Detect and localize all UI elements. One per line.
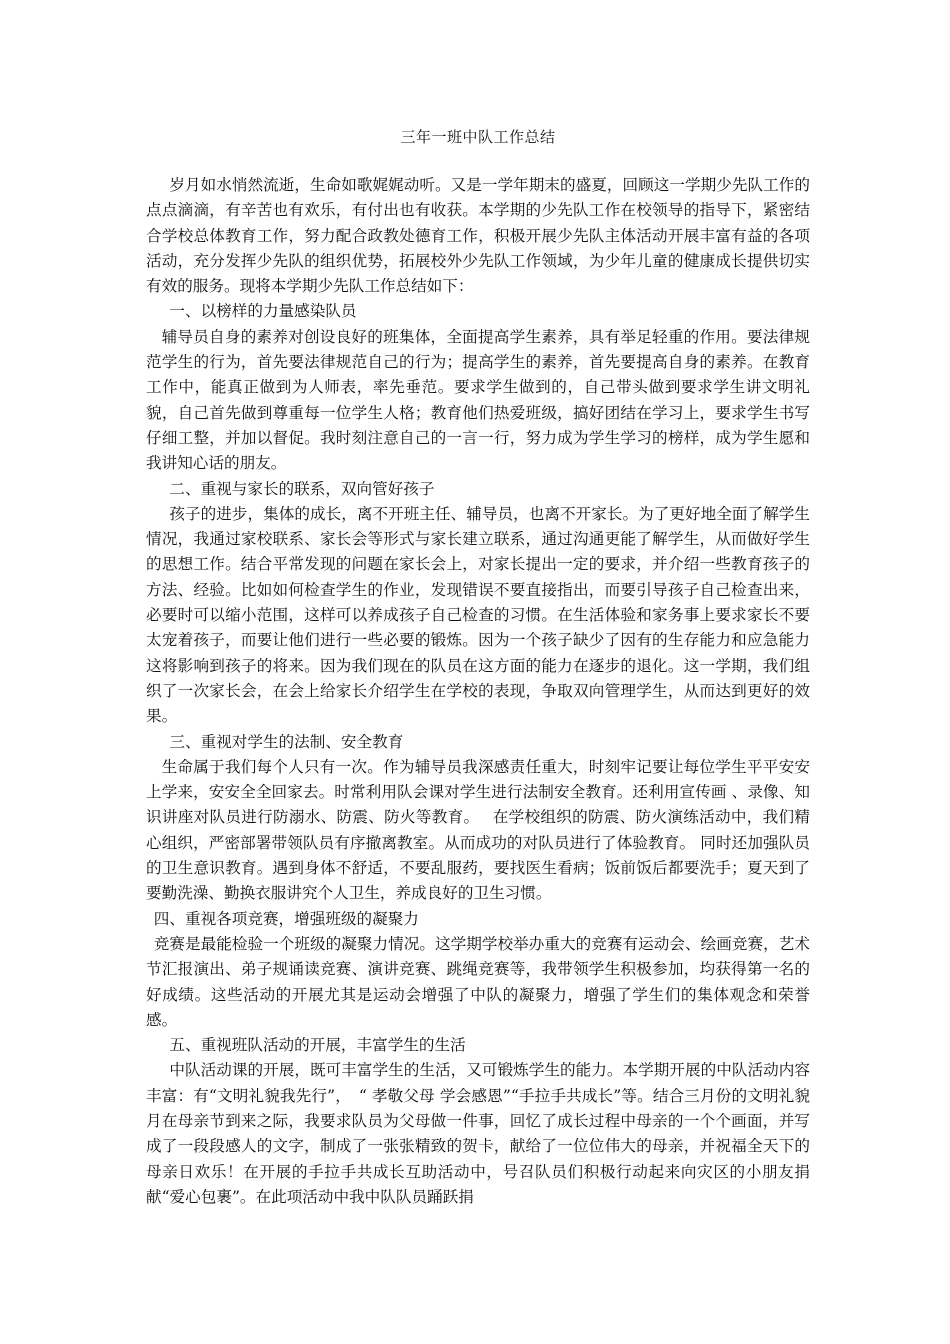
paragraph: 孩子的进步，集体的成长，离不开班主任、辅导员，也离不开家长。为了更好地全面了解学生情况，我通过家校联系、家长会等形式与家长建立联系，通过沟通更能了解学生，从而做好学生的思想工作。结合平常发现的问题在家长会上，对家长提出一定的要求，并介绍一些教育孩子的方法、经验。比如如何检查学生的作业，发现错误不要直接指出，而要引导孩子自己检查出来，必要时可以缩小范围，这样可以养成孩子自己检查的习惯。在生活体验和家务事上要求家长不要太宠着孩子，而要让他们进行一些必要的锻炼。因为一个孩子缺少了因有的生存能力和应急能力这将影响到孩子的将来。因为我们现在的队员在这方面的能力在逐步的退化。这一学期，我们组织了一次家长会，在会上给家长介绍学生在学校的表现，争取双向管理学生，从而达到更好的效果。 xyxy=(146,504,810,726)
paragraph: 岁月如水悄然流逝，生命如歌娓娓动听。又是一学年期末的盛夏，回顾这一学期少先队工作的点点滴滴，有辛苦也有欢乐，有付出也有收获。本学期的少先队工作在校领导的指导下，紧密结合学校总体教育工作，努力配合政教处德育工作，积极开展少先队主体活动开展丰富有益的各项活动，充分发挥少先队的组织优势，拓展校外少先队工作领域，为少年儿童的健康成长提供切实有效的服务。现将本学期少先队工作总结如下： xyxy=(146,176,810,296)
section-heading: 四、重视各项竞赛，增强班级的凝聚力 xyxy=(153,909,419,928)
paragraph: 生命属于我们每个人只有一次。作为辅导员我深感责任重大，时刻牢记要让每位学生平平安安上学来，安安全全回家去。时常利用队会课对学生进行法制安全教育。还利用宣传画 、录像、知识讲座对队员进行防溺水、防震、防火等教育。 在学校组织的防震、防火演练活动中，我们精心组织，严密部署带领队员有序撤离教室。从而成功的对队员进行了体验教育。 同时还加强队员的卫生意识教育。遇到身体不舒适，不要乱服药，要找医生看病；饭前饭后都要洗手；夏天到了要勤洗澡、勤换衣服讲究个人卫生，养成良好的卫生习惯。 xyxy=(146,757,810,903)
document-title: 三年一班中队工作总结 xyxy=(400,128,556,146)
section-heading: 三、重视对学生的法制、安全教育 xyxy=(169,732,404,751)
paragraph: 竞赛是最能检验一个班级的凝聚力情况。这学期学校举办重大的竞赛有运动会、绘画竞赛，艺术节汇报演出、弟子规诵读竞赛、演讲竞赛、跳绳竞赛等，我带领学生积极参加，均获得第一名的好成绩。这些活动的开展尤其是运动会增强了中队的凝聚力，增强了学生们的集体观念和荣誉感。 xyxy=(146,934,810,1029)
paragraph: 辅导员自身的素养对创设良好的班集体，全面提高学生素养，具有举足轻重的作用。要法律规范学生的行为，首先要法律规范自己的行为；提高学生的素养，首先要提高自身的素养。在教育工作中，能真正做到为人师表，率先垂范。要求学生做到的，自己带头做到要求学生讲文明礼貌，自己首先做到尊重每一位学生人格；教育他们热爱班级，搞好团结在学习上，要求学生书写仔细工整，并加以督促。我时刻注意自己的一言一行，努力成为学生学习的榜样，成为学生愿和我讲知心话的朋友。 xyxy=(146,327,810,473)
section-heading: 二、重视与家长的联系，双向管好孩子 xyxy=(169,479,435,498)
document-body xyxy=(146,173,810,1210)
section-heading: 五、重视班队活动的开展，丰富学生的生活 xyxy=(169,1036,466,1055)
paragraph: 中队活动课的开展，既可丰富学生的生活，又可锻炼学生的能力。本学期开展的中队活动内容丰富：有“文明礼貌我先行”， “ 孝敬父母 学会感恩”“手拉手共成长”等。结合三月份的文明礼貌月在母亲节到来之际，我要求队员为父母做一件事，回忆了成长过程中母亲的一个个画面，并写成了一段段感人的文字，制成了一张张精致的贺卡，献给了一位位伟大的母亲，并祝福全天下的母亲日欢乐！在开展的手拉手共成长互助活动中，号召队员们积极行动起来向灾区的小朋友捐献“爱心包裹”。在此项活动中我中队队员踊跃捐 xyxy=(146,1061,810,1206)
section-heading: 一、以榜样的力量感染队员 xyxy=(169,302,357,321)
